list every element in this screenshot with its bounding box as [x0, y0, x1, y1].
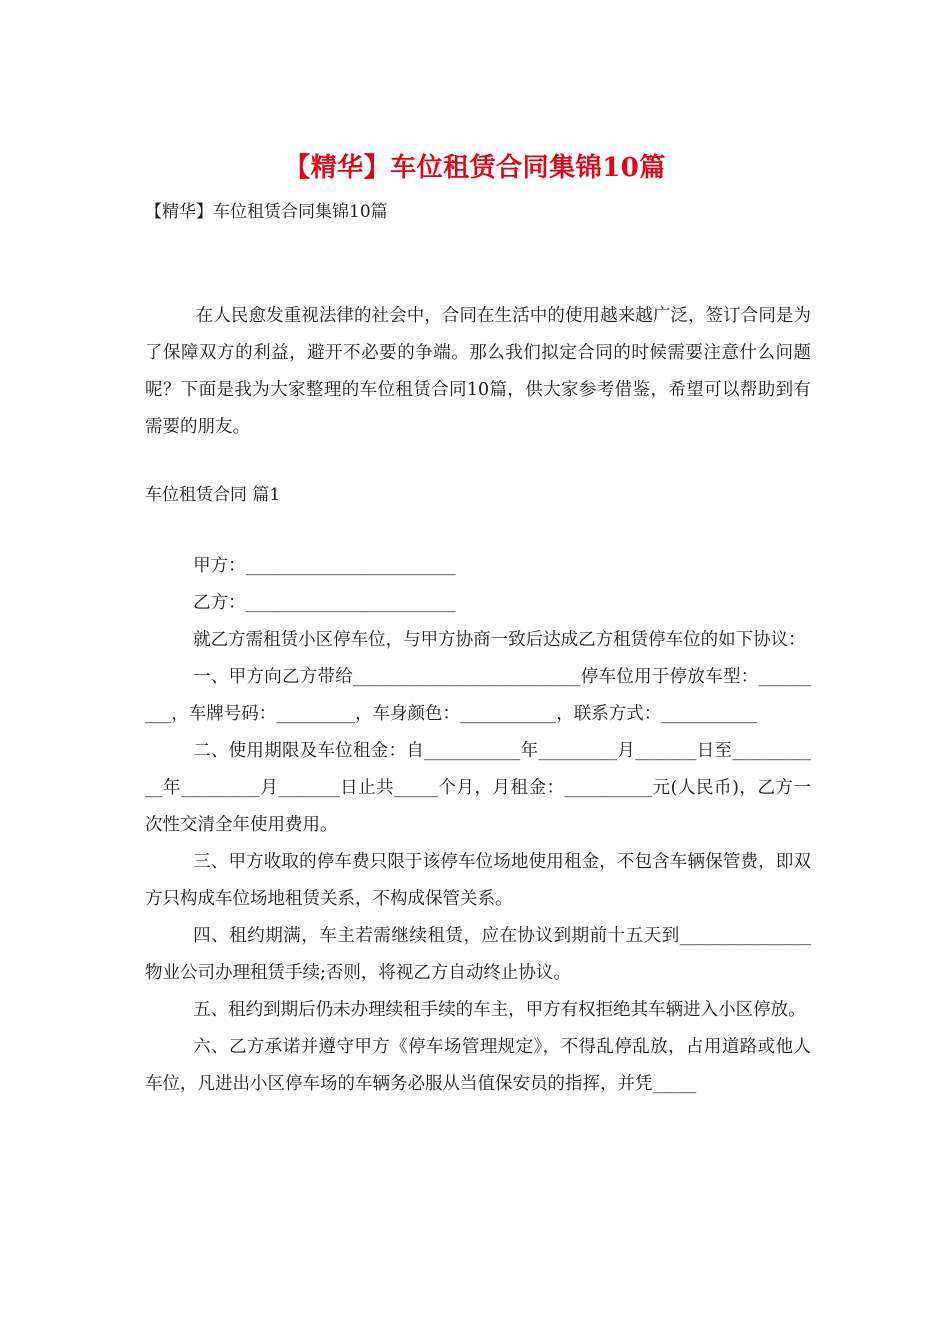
document-title: 【精华】车位租赁合同集锦10篇	[284, 153, 666, 183]
clause-5: 五、租约到期后仍未办理续租手续的车主，甲方有权拒绝其车辆进入小区停放。	[193, 1000, 806, 1020]
clause-6: 六、乙方承诺并遵守甲方《停车场管理规定》，不得乱停乱放，占用道路或他人车位，凡进出小区停车场的车辆务必服从当值保安员的指挥，并凭_____	[145, 1037, 811, 1094]
contract-body	[145, 548, 811, 1103]
clause-2: 二、使用期限及车位租金：自___________年_________月_______日至___________年_________月_______日止共_____个月，月租金：__________元(人民币)，乙方一次性交清全年使用费用。	[145, 741, 811, 835]
clause-1: 一、甲方向乙方带给__________________________停车位用于停放车型：_________，车牌号码：_________，车身颜色：___________，联系方式：___________	[145, 667, 811, 724]
intro-paragraph: 在人民愈发重视法律的社会中，合同在生活中的使用越来越广泛，签订合同是为了保障双方的利益，避开不必要的争端。那么我们拟定合同的时候需要注意什么问题呢？下面是我为大家整理的车位租赁合同10篇，供大家参考借鉴，希望可以帮助到有需要的朋友。	[145, 306, 811, 437]
document-subtitle: 【精华】车位租赁合同集锦10篇	[145, 202, 388, 222]
section-heading: 车位租赁合同 篇1	[145, 485, 281, 505]
agreement-preamble: 就乙方需租赁小区停车位，与甲方协商一致后达成乙方租赁停车位的如下协议：	[193, 630, 806, 650]
clause-3: 三、甲方收取的停车费只限于该停车位场地使用租金，不包含车辆保管费，即双方只构成车位场地租赁关系，不构成保管关系。	[145, 852, 811, 909]
party-b-line: 乙方：________________________	[193, 593, 456, 613]
clause-4: 四、租约期满，车主若需继续租赁，应在协议到期前十五天到_______________物业公司办理租赁手续;否则，将视乙方自动终止协议。	[145, 926, 811, 983]
party-a-line: 甲方：________________________	[193, 556, 456, 576]
